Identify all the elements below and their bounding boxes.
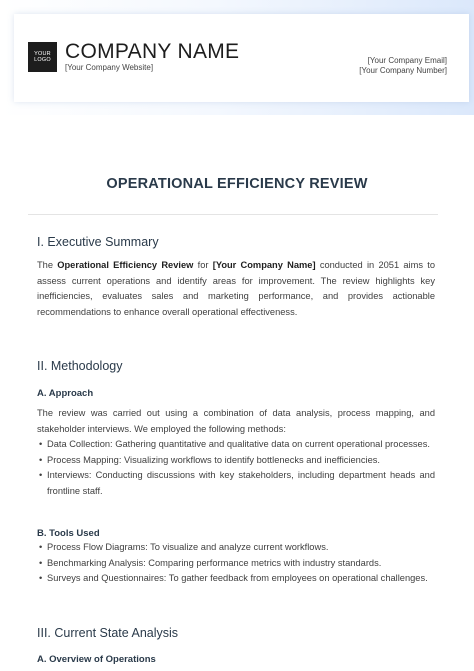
executive-text-part3: conducted in 2051 aims to assess current operations and identify areas for improvement. The review highlights key inefficiencies, evaluates sales and marketing performance, and provides actionable recommendations to enhance overall operational effectiveness. xyxy=(37,260,435,317)
company-name-placeholder-bold: [Your Company Name] xyxy=(212,260,316,270)
review-name-bold: Operational Efficiency Review xyxy=(57,260,194,270)
company-phone: [Your Company Number] xyxy=(359,66,447,75)
logo-text-line2: LOGO xyxy=(34,57,51,63)
title-divider xyxy=(28,214,438,215)
executive-summary-paragraph xyxy=(37,258,435,320)
section-heading-methodology: II. Methodology xyxy=(37,359,123,373)
company-email: [Your Company Email] xyxy=(367,56,447,65)
list-item: • Surveys and Questionnaires: To gather feedback from employees on operational challenges. xyxy=(37,571,435,587)
document-title: OPERATIONAL EFFICIENCY REVIEW xyxy=(106,176,368,192)
document-header xyxy=(0,0,474,115)
list-item: • Interviews: Conducting discussions with key stakeholders, including department heads and frontline staff. xyxy=(37,468,435,499)
company-name: COMPANY NAME xyxy=(65,40,240,63)
approach-paragraph: The review was carried out using a combination of data analysis, process mapping, and stakeholder interviews. We employed the following methods: xyxy=(37,408,435,434)
subheading-tools-used: B. Tools Used xyxy=(37,528,100,539)
executive-text-part1: The xyxy=(37,260,58,270)
company-website: [Your Company Website] xyxy=(65,63,154,72)
company-logo xyxy=(28,42,57,72)
list-item: • Data Collection: Gathering quantitative and qualitative data on current operational processes. xyxy=(37,437,435,453)
list-item: • Benchmarking Analysis: Comparing performance metrics with industry standards. xyxy=(37,556,435,572)
methods-list xyxy=(37,437,435,499)
list-item: • Process Mapping: Visualizing workflows to identify bottlenecks and inefficiencies. xyxy=(37,453,435,469)
section-heading-executive-summary: I. Executive Summary xyxy=(37,235,159,249)
subheading-overview-of-operations: A. Overview of Operations xyxy=(37,654,156,665)
logo-text-line1: YOUR xyxy=(34,51,51,57)
list-item: • Process Flow Diagrams: To visualize and analyze current workflows. xyxy=(37,540,435,556)
subheading-approach: A. Approach xyxy=(37,388,94,399)
executive-text-part2: for xyxy=(193,260,213,270)
section-heading-current-state: III. Current State Analysis xyxy=(37,626,179,640)
company-contact xyxy=(359,56,447,76)
tools-list xyxy=(37,540,435,587)
